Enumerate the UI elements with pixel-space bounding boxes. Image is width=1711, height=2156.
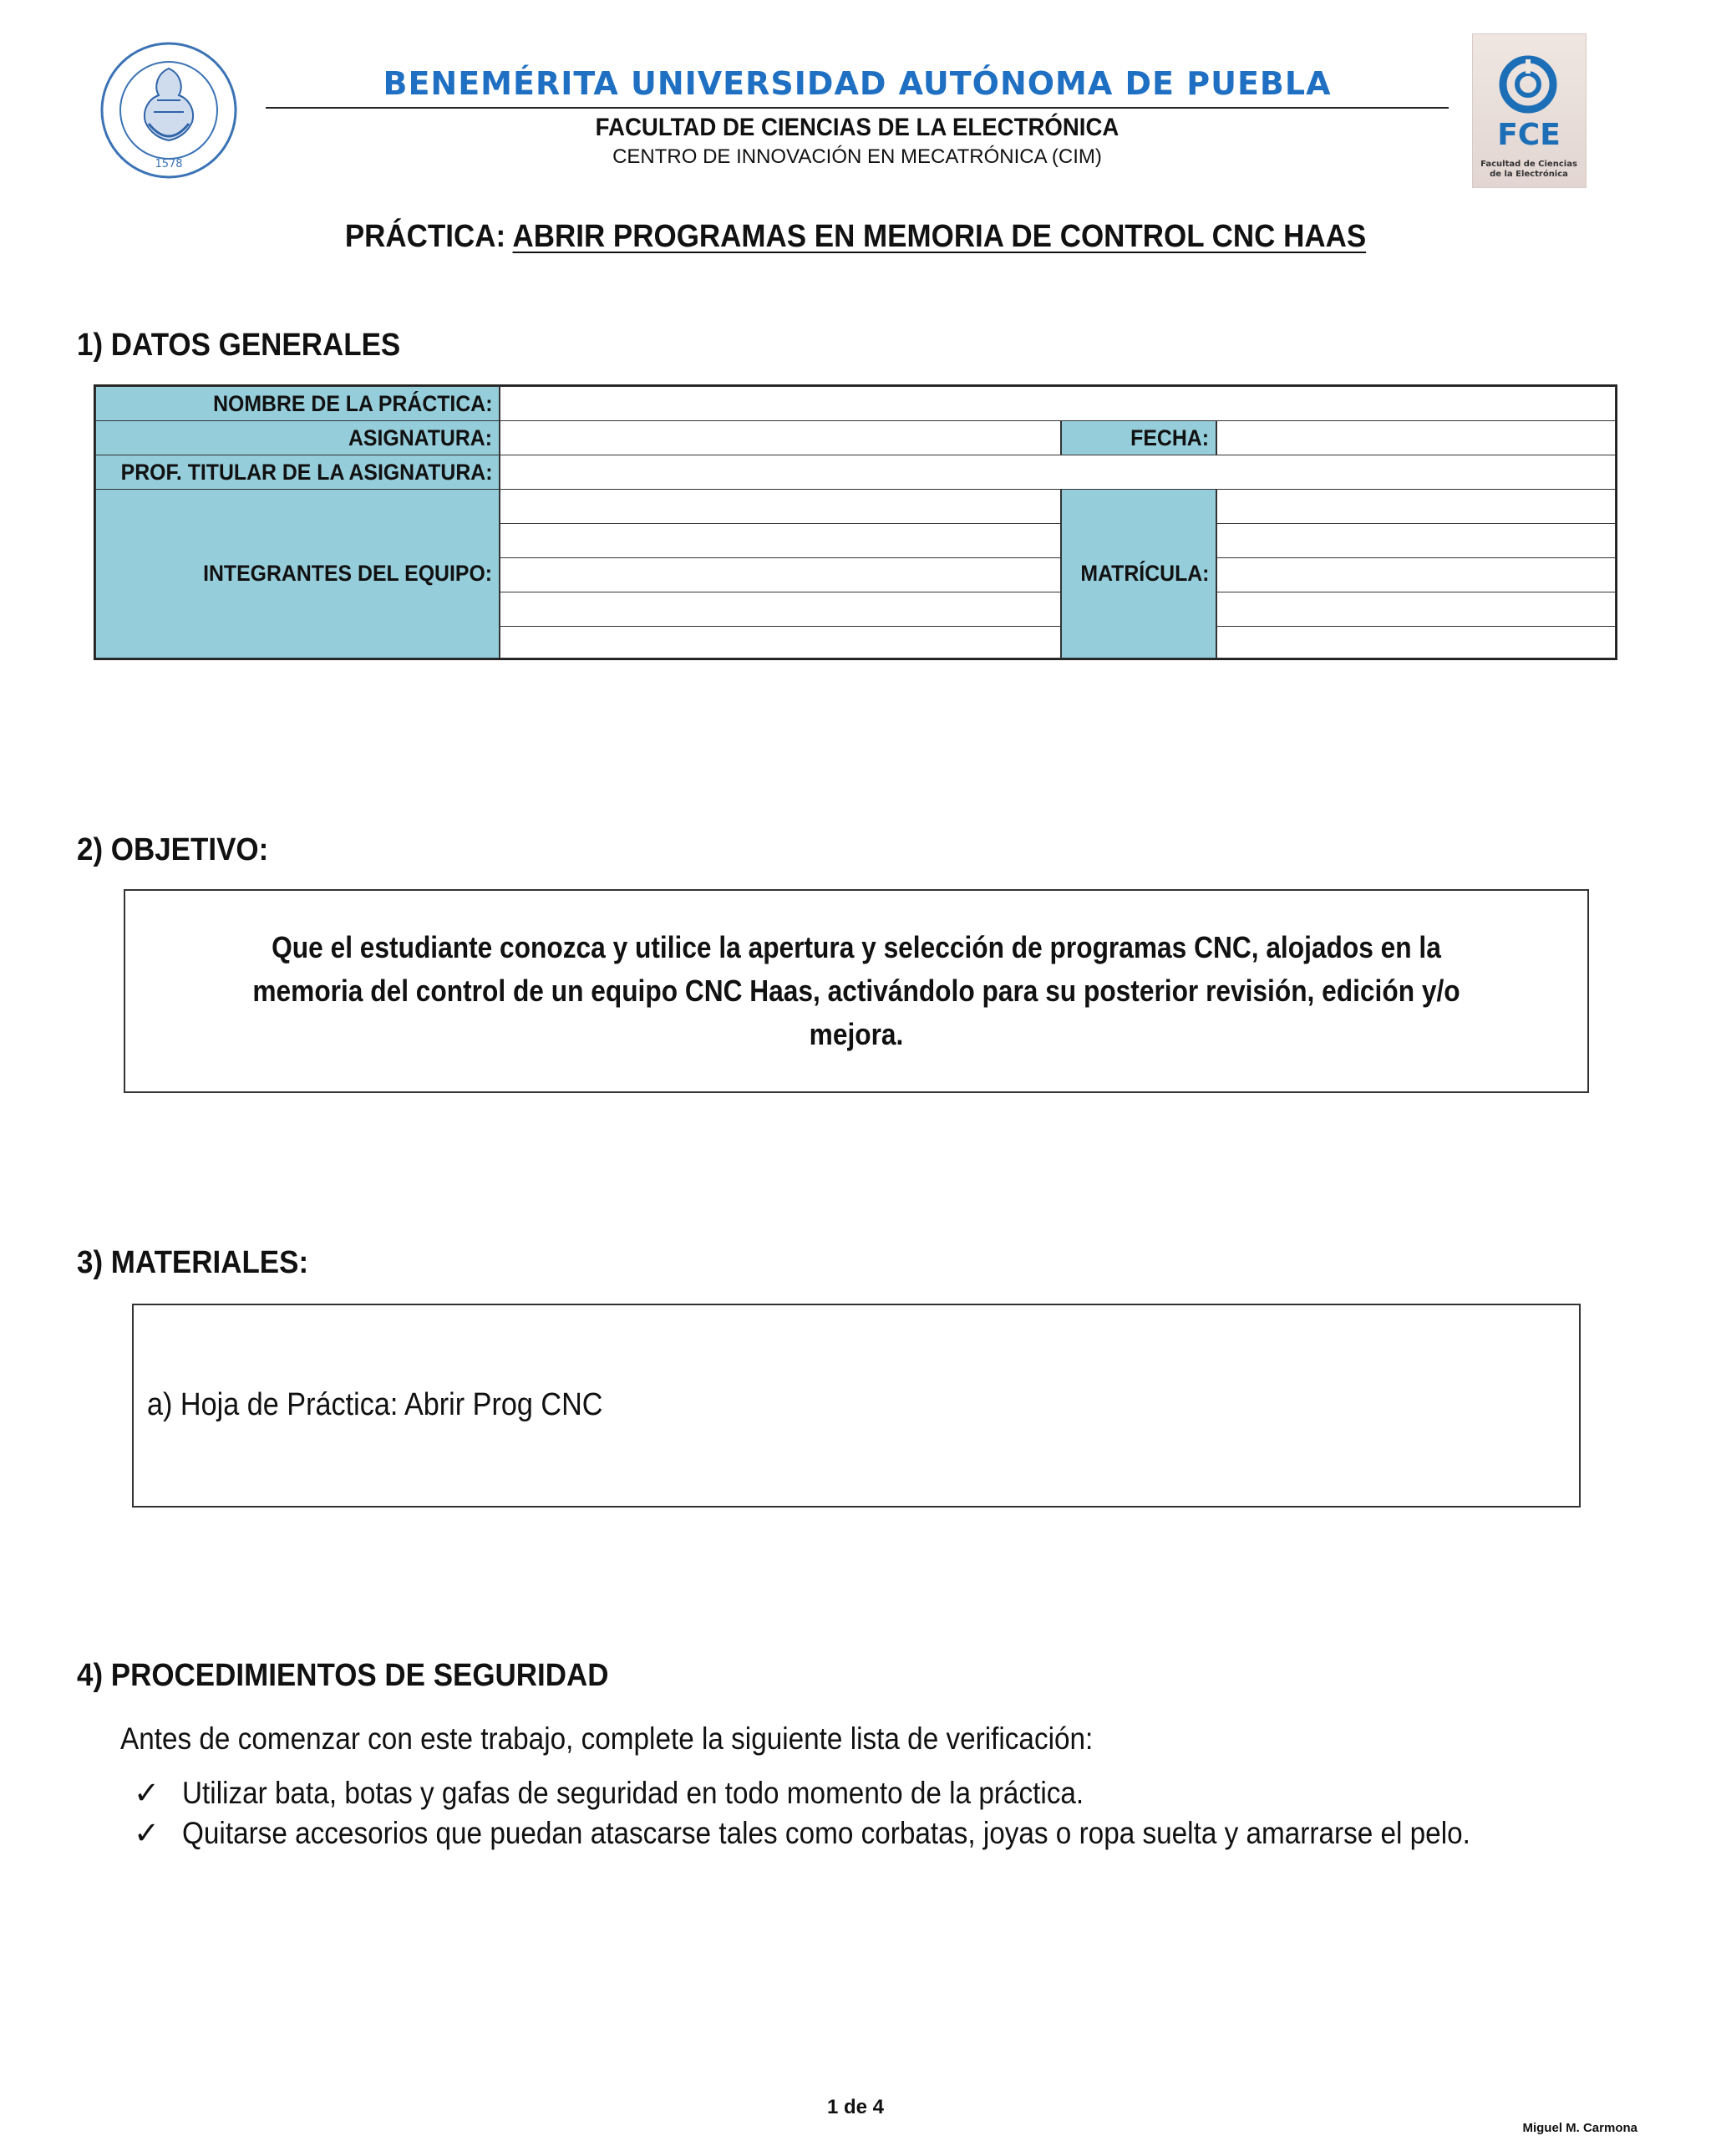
checklist-item (134, 1815, 1613, 1851)
integrante-field-2[interactable] (500, 523, 1061, 558)
section-datos-generales: 1) DATOS GENERALES (77, 328, 401, 363)
matricula-field-4[interactable] (1216, 592, 1616, 627)
fecha-field[interactable] (1216, 420, 1616, 455)
integrante-field-5[interactable] (500, 626, 1061, 658)
checkmark-icon: ✓ (134, 1816, 160, 1850)
practice-title (69, 219, 1642, 255)
material-item: a) Hoja de Práctica: Abrir Prog CNC (147, 1387, 603, 1422)
matricula-field-3[interactable] (1216, 557, 1616, 592)
fce-logo-caption-1: Facultad de Ciencias (1480, 160, 1577, 169)
profesor-label: PROF. TITULAR DE LA ASIGNATURA: (95, 455, 500, 490)
checklist-item (134, 1775, 1184, 1811)
checkmark-icon: ✓ (134, 1776, 160, 1810)
nombre-practica-label: NOMBRE DE LA PRÁCTICA: (95, 386, 500, 421)
objetivo-text: Que el estudiante conozca y utilice la apertura y selección de programas CNC, alojados en la memoria del control de un equipo CNC Haas, activándolo para su posterior revisión, edición y/o mejora. (252, 930, 1460, 1051)
practice-title-prefix: PRÁCTICA: (344, 219, 513, 254)
asignatura-label: ASIGNATURA: (95, 420, 500, 455)
section-materiales: 3) MATERIALES: (77, 1245, 309, 1280)
university-name: BENEMÉRITA UNIVERSIDAD AUTÓNOMA DE PUEBLA (383, 65, 1332, 102)
seal-year-text: 1578 (155, 158, 183, 170)
matricula-field-2[interactable] (1216, 523, 1616, 558)
matricula-label: MATRÍCULA: (1061, 489, 1216, 658)
author-name: Miguel M. Carmona (1522, 2121, 1637, 2135)
asignatura-field[interactable] (500, 420, 1061, 455)
fce-logo-caption-2: de la Electrónica (1490, 170, 1568, 179)
seguridad-intro: Antes de comenzar con este trabajo, complete la siguiente lista de verificación: (120, 1721, 1094, 1756)
section-seguridad: 4) PROCEDIMIENTOS DE SEGURIDAD (77, 1658, 609, 1693)
page-number: 1 de 4 (826, 2096, 885, 2118)
datos-generales-table (94, 384, 1617, 660)
nombre-practica-field[interactable] (500, 386, 1616, 421)
section-objetivo: 2) OBJETIVO: (77, 832, 269, 867)
checklist-item-text: Utilizar bata, botas y gafas de seguridad en todo momento de la práctica. (182, 1776, 1084, 1810)
faculty-name: FACULTAD DE CIENCIAS DE LA ELECTRÓNICA (595, 114, 1120, 141)
integrante-field-3[interactable] (500, 557, 1061, 592)
fce-logo-text: FCE (1497, 118, 1561, 152)
profesor-field[interactable] (500, 455, 1616, 490)
checklist-item-text: Quitarse accesorios que puedan atascarse tales como corbatas, joyas o ropa suelta y amarrarse el pelo. (182, 1816, 1470, 1850)
fce-logo (1472, 33, 1587, 188)
matricula-field-1[interactable] (1216, 489, 1616, 524)
fecha-label: FECHA: (1061, 420, 1216, 455)
matricula-field-5[interactable] (1216, 626, 1616, 658)
integrante-field-1[interactable] (500, 489, 1061, 524)
objetivo-box (124, 889, 1589, 1093)
university-seal-logo (99, 40, 239, 181)
integrante-field-4[interactable] (500, 592, 1061, 627)
practice-title-name: ABRIR PROGRAMAS EN MEMORIA DE CONTROL CNC HAAS (512, 219, 1367, 254)
center-name: CENTRO DE INNOVACIÓN EN MECATRÓNICA (CIM) (612, 145, 1102, 168)
header-divider (266, 107, 1449, 109)
integrantes-label: INTEGRANTES DEL EQUIPO: (95, 489, 500, 658)
